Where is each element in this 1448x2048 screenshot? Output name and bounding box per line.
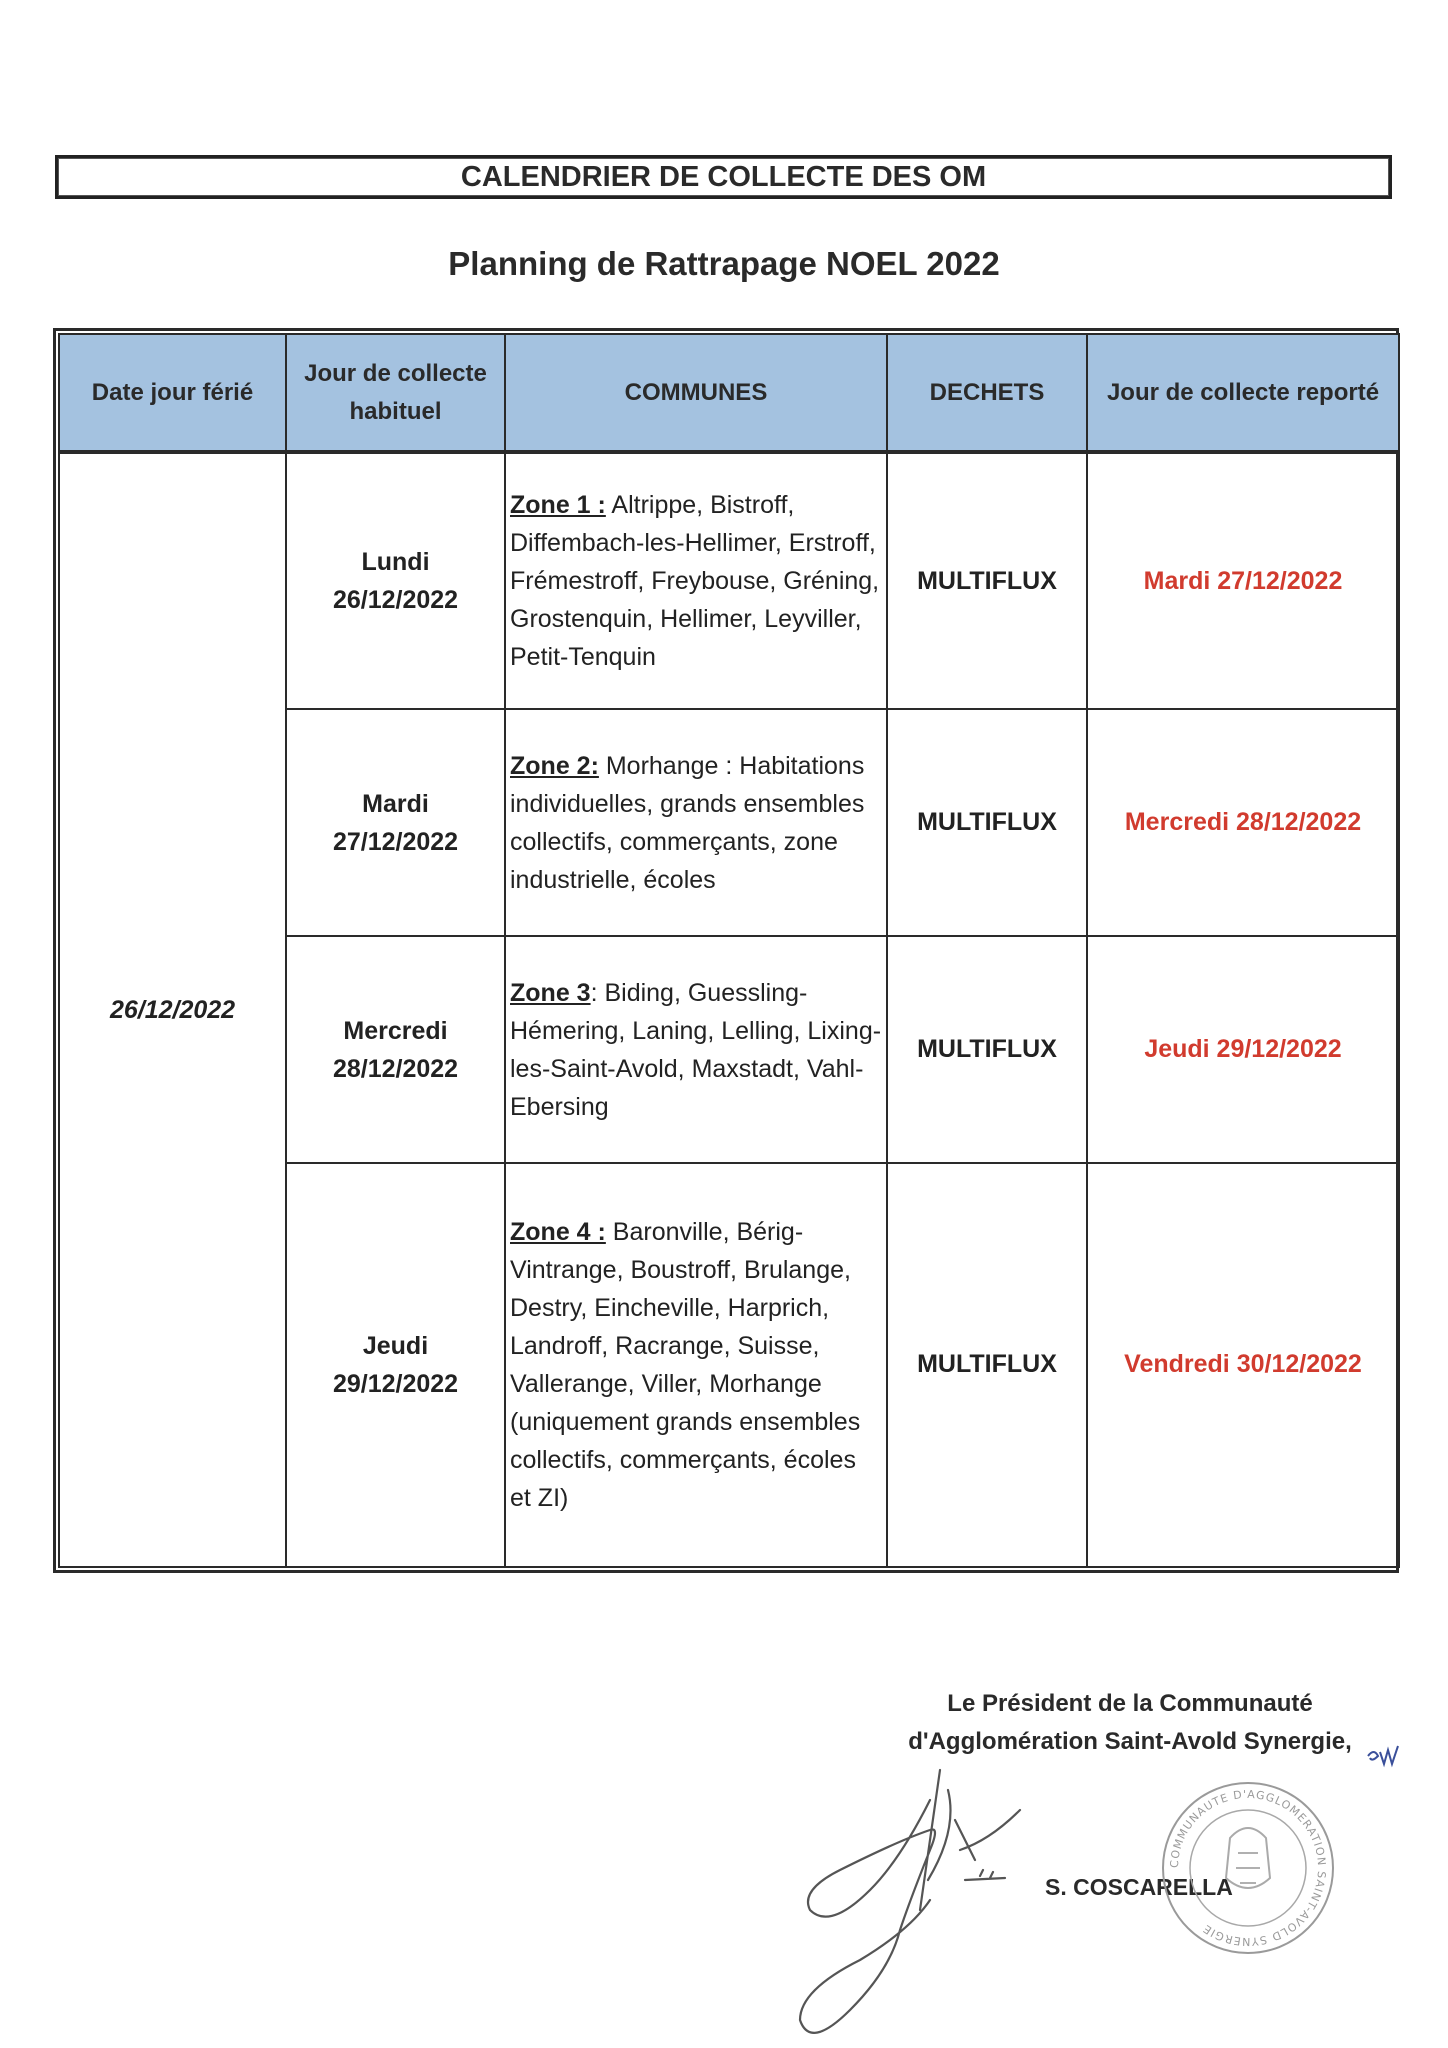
jour-name: Lundi xyxy=(361,548,430,577)
handwritten-signature xyxy=(790,1760,1050,2040)
communes-cell xyxy=(505,936,887,1162)
jour-habituel-cell xyxy=(286,709,505,936)
zone-label: Zone 2: xyxy=(510,751,599,780)
jour-name: Mercredi xyxy=(343,1016,448,1045)
dechets-cell: MULTIFLUX xyxy=(887,452,1087,709)
zone-label: Zone 4 : xyxy=(510,1217,606,1246)
signature-line-2: d'Agglomération Saint-Avold Synergie, xyxy=(908,1728,1352,1755)
page-title: CALENDRIER DE COLLECTE DES OM xyxy=(55,155,1392,199)
jour-name: Jeudi xyxy=(362,1331,429,1360)
col-header-dechets: DECHETS xyxy=(887,334,1087,452)
jour-date: 27/12/2022 xyxy=(332,827,459,856)
col-header-date-ferie: Date jour férié xyxy=(59,334,286,452)
jour-date: 26/12/2022 xyxy=(332,586,459,615)
col-header-jour-habituel: Jour de collecte habituel xyxy=(286,334,505,452)
jour-reporte-cell: Jeudi 29/12/2022 xyxy=(1087,936,1399,1162)
signer-name: S. COSCARELLA xyxy=(1045,1874,1233,1900)
communes-list: Baronville, Bérig-Vintrange, Boustroff, Brulange, Destry, Eincheville, Harprich, Landroff, Racrange, Suisse, Vallerange, Viller, Morhange (uniquement grands ensembles collectifs, commerçants, écoles et ZI) xyxy=(510,1217,861,1512)
communes-list: : Biding, Guessling-Hémering, Laning, Lelling, Lixing-les-Saint-Avold, Maxstadt, Vahl-Ebersing xyxy=(510,978,882,1121)
jour-reporte-cell: Vendredi 30/12/2022 xyxy=(1087,1163,1399,1567)
table-header-row xyxy=(59,334,1399,452)
zone-label: Zone 3 xyxy=(510,978,591,1007)
communes-cell xyxy=(505,1163,887,1567)
jour-habituel-cell xyxy=(286,452,505,709)
zone-label: Zone 1 : xyxy=(510,491,606,520)
col-header-communes: COMMUNES xyxy=(505,334,887,452)
signature-title xyxy=(880,1685,1380,1761)
communes-list: Morhange : Habitations individuelles, grands ensembles collectifs, commerçants, zone industrielle, écoles xyxy=(510,751,865,894)
communes-cell xyxy=(505,709,887,936)
stamp-text: COMMUNAUTE D'AGGLOMERATION SAINT-AVOLD SYNERGIE xyxy=(1167,1787,1329,1949)
collection-table-frame xyxy=(53,328,1399,1573)
page-subtitle: Planning de Rattrapage NOEL 2022 xyxy=(448,245,1000,282)
holiday-date-cell: 26/12/2022 xyxy=(59,452,286,1567)
table-row xyxy=(59,452,1399,709)
jour-date: 28/12/2022 xyxy=(332,1054,459,1083)
collection-table xyxy=(58,333,1400,1568)
dechets-cell: MULTIFLUX xyxy=(887,709,1087,936)
jour-habituel-cell xyxy=(286,936,505,1162)
initials-mark xyxy=(1364,1742,1404,1772)
dechets-cell: MULTIFLUX xyxy=(887,936,1087,1162)
official-stamp xyxy=(1158,1778,1338,1958)
jour-reporte-cell: Mercredi 28/12/2022 xyxy=(1087,709,1399,936)
col-header-jour-reporte: Jour de collecte reporté xyxy=(1087,334,1399,452)
jour-date: 29/12/2022 xyxy=(332,1369,459,1398)
dechets-cell: MULTIFLUX xyxy=(887,1163,1087,1567)
communes-list: Altrippe, Bistroff, Diffembach-les-Hellimer, Erstroff, Frémestroff, Freybouse, Gréning, Grostenquin, Hellimer, Leyviller, Petit-Tenquin xyxy=(510,491,880,672)
communes-cell xyxy=(505,452,887,709)
jour-habituel-cell xyxy=(286,1163,505,1567)
jour-reporte-cell: Mardi 27/12/2022 xyxy=(1087,452,1399,709)
signature-line-1: Le Président de la Communauté xyxy=(947,1690,1313,1717)
jour-name: Mardi xyxy=(362,789,429,818)
